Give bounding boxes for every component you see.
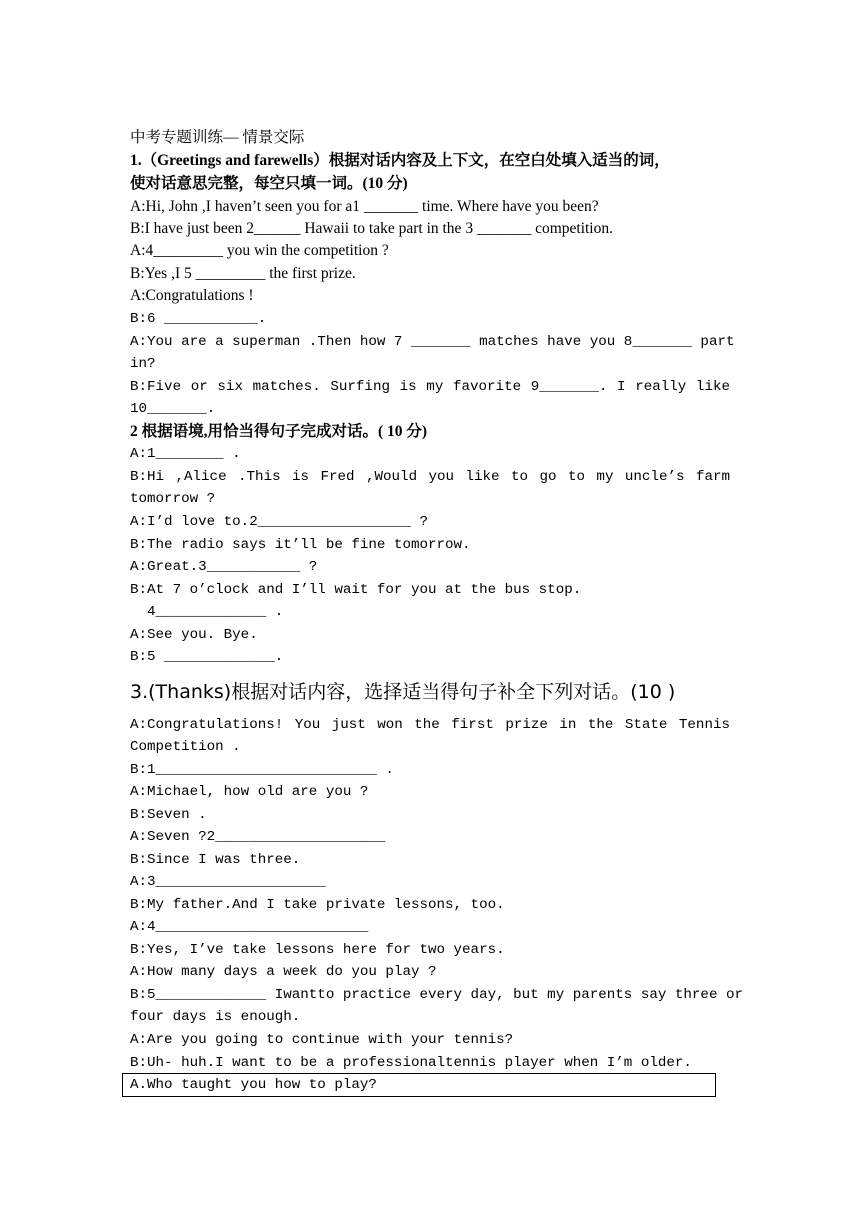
section1-line: A:4_________ you win the competition ? [130, 242, 389, 259]
section2-line: A:1________ . [130, 446, 241, 462]
section1-line: B:Yes ,I 5 _________ the first prize. [130, 265, 356, 282]
section1-line: B:I have just been 2______ Hawaii to take part in the 3 _______ competition. [130, 220, 613, 237]
section2-line: B:The radio says it’ll be fine tomorrow. [130, 537, 471, 553]
section2-line: B:Hi ,Alice .This is Fred ,Would you like to go to my uncle’s farm [130, 469, 730, 485]
section1-line: in? [130, 356, 156, 372]
section2-heading: 2 根据语境,用恰当得句子完成对话。( 10 分) [130, 423, 428, 440]
section1-line: B:6 ___________. [130, 311, 267, 327]
section3-line: A:3____________________ [130, 874, 326, 890]
section2-line: 4_____________ . [130, 604, 284, 620]
section1-line: A:You are a superman .Then how 7 _______ matches have you 8_______ part [130, 334, 735, 350]
section3-line: A:Congratulations! You just won the first prize in the State Tennis [130, 717, 730, 733]
section3-line: A:How many days a week do you play ? [130, 964, 437, 980]
section2-line: B:5 _____________. [130, 649, 284, 665]
section3-heading: 3.(Thanks)根据对话内容，选择适当得句子补全下列对话。(10 ) [130, 681, 676, 703]
section1-line: A:Congratulations ! [130, 287, 254, 304]
document-title: 中考专题训练— 情景交际 [130, 129, 305, 146]
section3-line: B:5_____________ Iwantto practice every day, but my parents say three or [130, 987, 743, 1003]
section3-line: A:Are you going to continue with your tennis? [130, 1032, 514, 1048]
section2-line: tomorrow ? [130, 491, 216, 507]
section3-line: B:Uh- huh.I want to be a professionaltennis player when I’m older. [130, 1055, 692, 1071]
section1-line: B:Five or six matches. Surfing is my favorite 9_______. I really like [130, 379, 730, 395]
section1-heading-line2: 使对话意思完整，每空只填一词。(10 分) [130, 175, 408, 192]
section2-line: A:I’d love to.2__________________ ? [130, 514, 428, 530]
section3-line: B:1__________________________ . [130, 762, 394, 778]
section3-line: B:Since I was three. [130, 852, 301, 868]
section3-line: A:4_________________________ [130, 919, 369, 935]
section3-line: B:My father.And I take private lessons, too. [130, 897, 505, 913]
section3-line: A:Michael, how old are you ? [130, 784, 369, 800]
section3-line: A:Seven ?2____________________ [130, 829, 386, 845]
section2-line: A:See you. Bye. [130, 627, 258, 643]
section3-line: four days is enough. [130, 1009, 301, 1025]
option-box [122, 1073, 716, 1097]
section3-line: B:Yes, I’ve take lessons here for two years. [130, 942, 505, 958]
section1-line: 10_______. [130, 401, 216, 417]
section3-line: B:Seven . [130, 807, 207, 823]
section3-line: Competition . [130, 739, 241, 755]
option-box-text: A.Who taught you how to play? [130, 1077, 377, 1093]
section1-line: A:Hi, John ,I haven’t seen you for a1 _______ time. Where have you been? [130, 198, 599, 215]
section2-line: A:Great.3___________ ? [130, 559, 318, 575]
section2-line: B:At 7 o’clock and I’ll wait for you at the bus stop. [130, 582, 582, 598]
section1-heading-line1: 1.（Greetings and farewells）根据对话内容及上下文，在空白处填入适当的词， [130, 152, 670, 169]
